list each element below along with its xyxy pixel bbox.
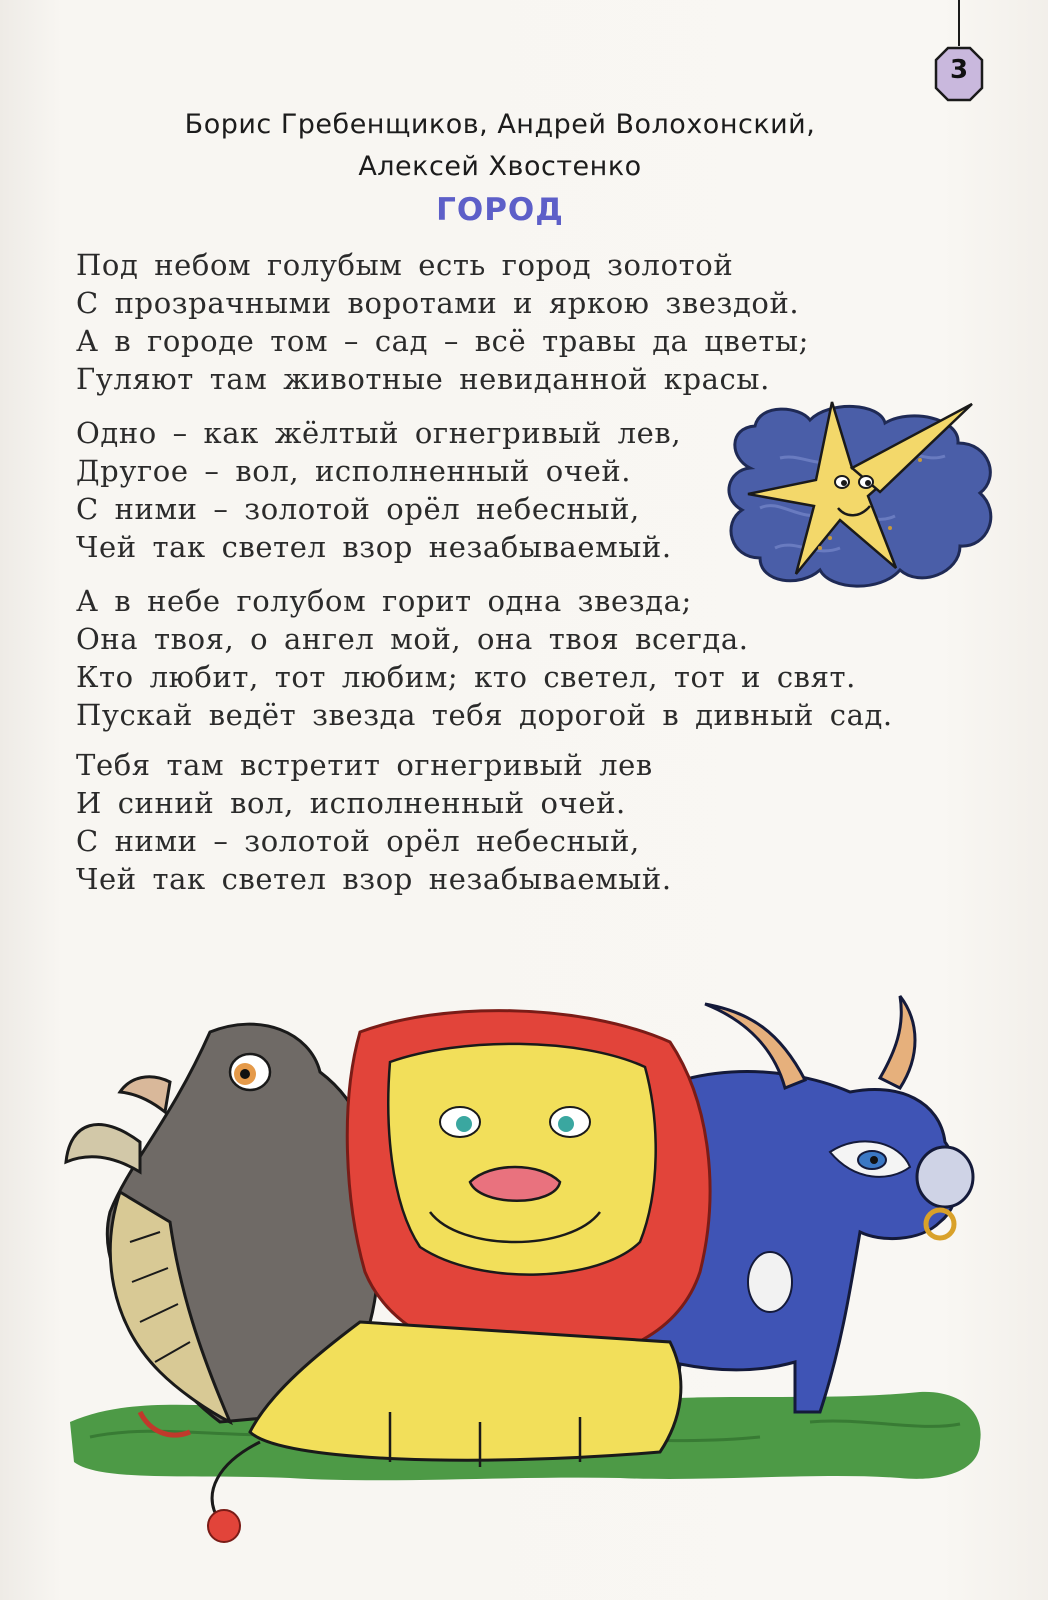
- poem-line: А в городе том – сад – всё травы да цветы;: [76, 324, 810, 358]
- animals-illustration: [60, 992, 990, 1547]
- stanza-1: [76, 246, 976, 398]
- poem-line: Тебя там встретит огнегривый лев: [76, 748, 653, 782]
- poem-line: Под небом голубым есть город золотой: [76, 248, 734, 282]
- page-number: 3: [949, 55, 969, 85]
- authors-line-1: Борис Гребенщиков, Андрей Волохонский,: [184, 109, 816, 140]
- page-top-rule: [958, 0, 960, 46]
- poem-line: Пускай ведёт звезда тебя дорогой в дивный сад.: [76, 698, 893, 732]
- poem-line: И синий вол, исполненный очей.: [76, 786, 626, 820]
- page-number-badge: [934, 46, 984, 102]
- authors-block: [0, 104, 1000, 188]
- authors-line-2: Алексей Хвостенко: [358, 151, 642, 182]
- poem-line: А в небе голубом горит одна звезда;: [76, 584, 692, 618]
- poem-line: С прозрачными воротами и яркою звездой.: [76, 286, 800, 320]
- poem-line: Одно – как жёлтый огнегривый лев,: [76, 416, 682, 450]
- star-cloud-illustration: [720, 398, 1005, 593]
- stanza-3: [76, 582, 976, 734]
- poem-line: С ними – золотой орёл небесный,: [76, 492, 640, 526]
- poem-line: Чей так светел взор незабываемый.: [76, 862, 672, 896]
- poem-line: Она твоя, о ангел мой, она твоя всегда.: [76, 622, 749, 656]
- poem-line: С ними – золотой орёл небесный,: [76, 824, 640, 858]
- poem-line: Кто любит, тот любим; кто светел, тот и свят.: [76, 660, 856, 694]
- stanza-4: [76, 746, 976, 898]
- poem-line: Другое – вол, исполненный очей.: [76, 454, 632, 488]
- poem-title: ГОРОД: [436, 192, 564, 228]
- poem-line: Гуляют там животные невиданной красы.: [76, 362, 770, 396]
- poem-line: Чей так светел взор незабываемый.: [76, 530, 672, 564]
